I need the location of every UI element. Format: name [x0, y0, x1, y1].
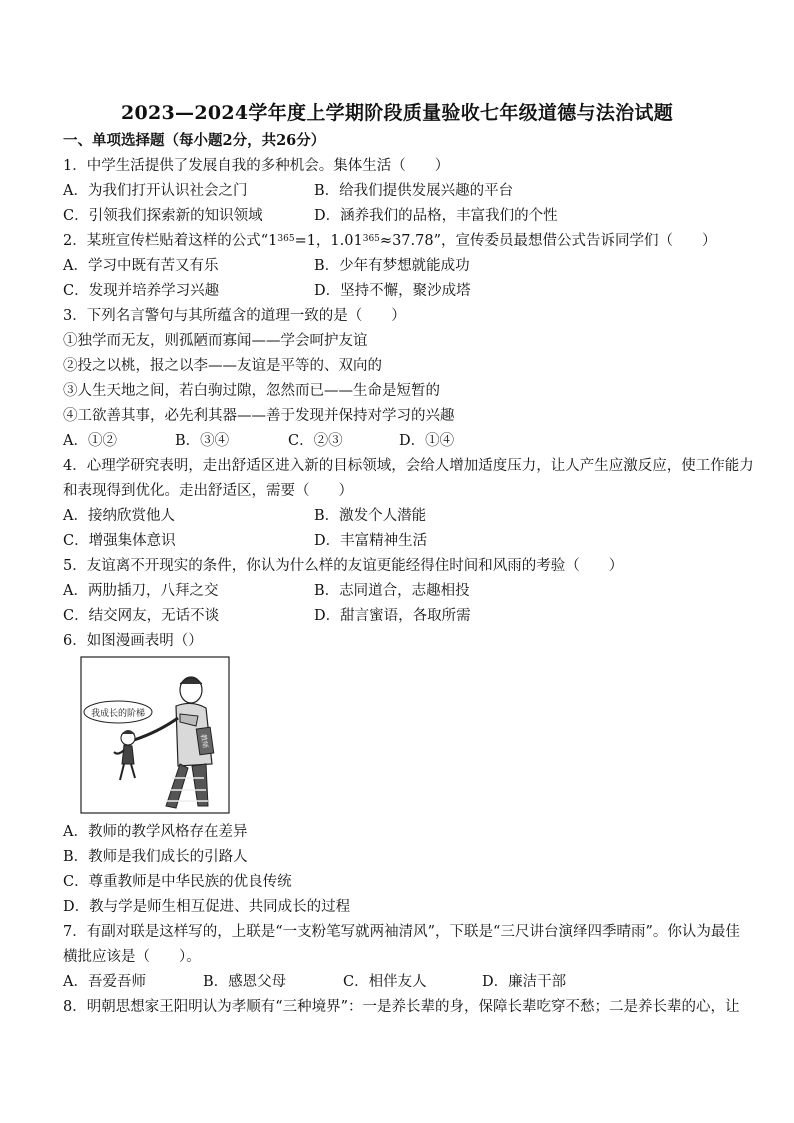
q7-option-c: C．相伴友人: [343, 974, 427, 990]
question-6-stem: 6．如图漫画表明（）: [63, 633, 203, 649]
q5-option-b: B．志同道合，志趣相投: [314, 583, 470, 599]
q3-statement-3: ③人生天地之间，若白驹过隙，忽然而已——生命是短暂的: [63, 383, 440, 399]
q1-option-c: C．引领我们探索新的知识领域: [63, 208, 263, 224]
q3-statement-4: ④工欲善其事，必先利其器——善于发现并保持对学习的兴趣: [63, 408, 455, 424]
q6-option-d: D．教与学是师生相互促进、共同成长的过程: [63, 899, 351, 915]
q2-stem-mid: =1，1.01: [294, 233, 363, 249]
q4-option-b: B．激发个人潜能: [314, 508, 427, 524]
q1-option-d: D．涵养我们的品格，丰富我们的个性: [314, 208, 558, 224]
q2-option-b: B．少年有梦想就能成功: [314, 258, 470, 274]
q6-option-a: A．教师的教学风格存在差异: [63, 824, 248, 840]
question-7-stem-line2: 横批应该是（ ）。: [63, 949, 201, 965]
q4-option-d: D．丰富精神生活: [314, 533, 428, 549]
q3-option-b: B．③④: [175, 433, 230, 449]
question-2-stem: [63, 231, 717, 251]
question-4-stem-line1: 4．心理学研究表明，走出舒适区进入新的目标领域，会给人增加适度压力，让人产生应激反应，使工作能力: [63, 458, 754, 474]
question-7-stem-line1: 7．有副对联是这样写的，上联是“一支粉笔写就两袖清风”，下联是“三尺讲台演绎四季晴雨”。你认为最佳: [63, 924, 740, 940]
q3-statement-2: ②投之以桃，报之以李——友谊是平等的、双向的: [63, 358, 382, 374]
cartoon-book-text: 教师: [198, 733, 210, 749]
cartoon-sign-text: 我成长的阶梯: [90, 709, 146, 719]
question-3-stem: 3．下列名言警句与其所蕴含的道理一致的是（ ）: [63, 308, 406, 324]
teacher-ladder-cartoon: [80, 656, 230, 814]
q7-option-a: A．吾爱吾师: [63, 974, 146, 990]
q4-option-a: A．接纳欣赏他人: [63, 508, 175, 524]
q4-option-c: C．增强集体意识: [63, 533, 176, 549]
q5-option-d: D．甜言蜜语，各取所需: [314, 608, 471, 624]
q6-option-c: C．尊重教师是中华民族的优良传统: [63, 874, 292, 890]
q2-option-a: A．学习中既有苦又有乐: [63, 258, 219, 274]
q3-option-d: D．①④: [399, 433, 455, 449]
question-1-stem: 1．中学生活提供了发展自我的多种机会。集体生活（ ）: [63, 158, 450, 174]
q5-option-a: A．两肋插刀，八拜之交: [63, 583, 219, 599]
q2-stem-pre: 2．某班宣传栏贴着这样的公式“1: [63, 233, 278, 249]
q7-option-b: B．感恩父母: [203, 974, 287, 990]
section-heading: 一、单项选择题（每小题2分，共26分）: [63, 132, 326, 149]
q1-option-a: A．为我们打开认识社会之门: [63, 183, 248, 199]
q6-option-b: B．教师是我们成长的引路人: [63, 849, 248, 865]
q2-exponent-1: 365: [277, 234, 295, 244]
q2-stem-post: ≈37.78”，宣传委员最想借公式告诉同学们（ ）: [379, 233, 717, 249]
q2-exponent-2: 365: [362, 234, 380, 244]
q2-option-c: C．发现并培养学习兴趣: [63, 283, 220, 299]
q3-option-a: A．①②: [63, 433, 117, 449]
q2-option-d: D．坚持不懈，聚沙成塔: [314, 283, 471, 299]
q3-option-c: C．②③: [288, 433, 343, 449]
q3-statement-1: ①独学而无友，则孤陋而寡闻——学会呵护友谊: [63, 333, 368, 349]
question-5-stem: 5．友谊离不开现实的条件，你认为什么样的友谊更能经得住时间和风雨的考验（ ）: [63, 558, 624, 574]
q1-option-b: B．给我们提供发展兴趣的平台: [314, 183, 514, 199]
q5-option-c: C．结交网友，无话不谈: [63, 608, 220, 624]
question-4-stem-line2: 和表现得到优化。走出舒适区，需要（ ）: [63, 483, 353, 499]
exam-title: 2023—2024学年度上学期阶段质量验收七年级道德与法治试题: [120, 102, 674, 124]
question-8-stem-line1: 8．明朝思想家王阳明认为孝顺有“三种境界”：一是养长辈的身，保障长辈吃穿不愁；二是养长辈的心，让: [63, 999, 740, 1015]
q7-option-d: D．廉洁干部: [482, 974, 567, 990]
